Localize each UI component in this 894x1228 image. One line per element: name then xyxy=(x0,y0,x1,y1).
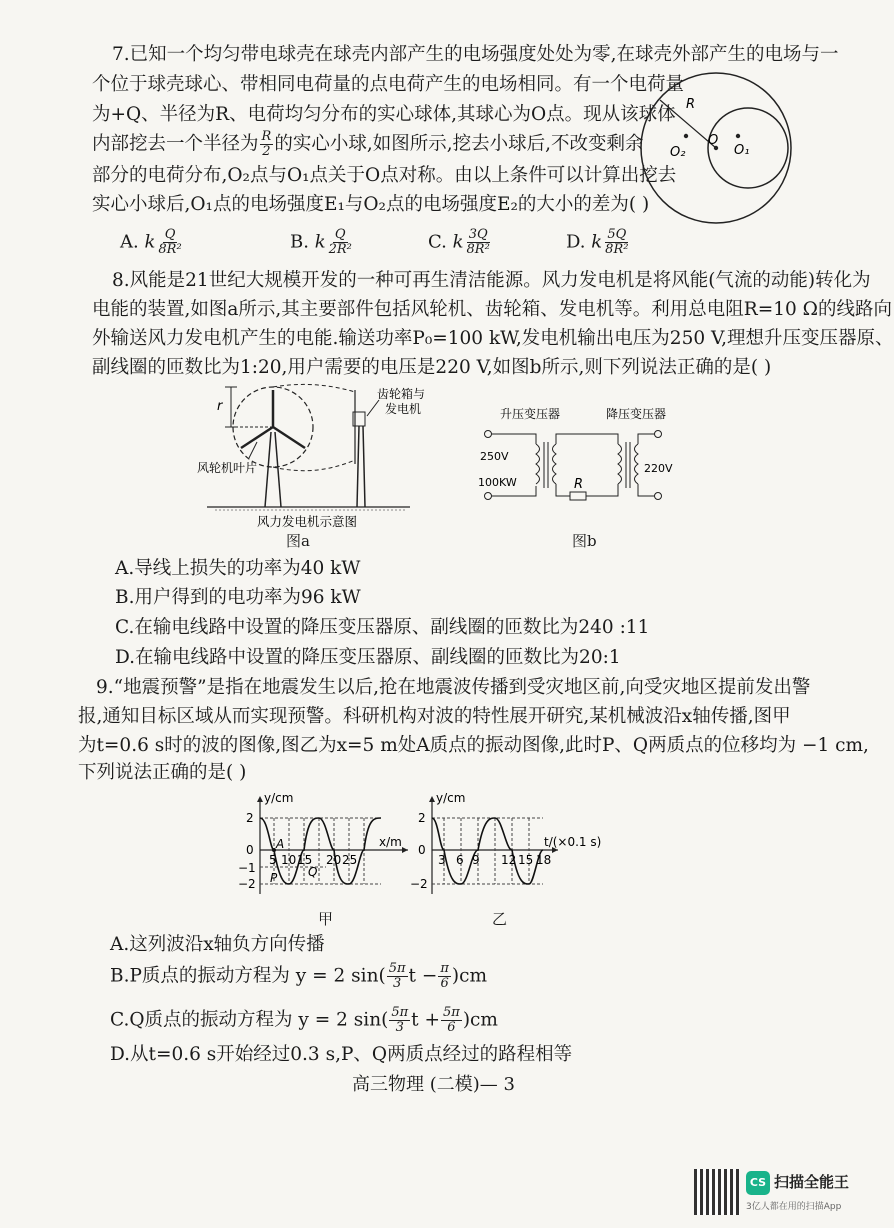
q7-line-4 xyxy=(92,130,643,159)
fig-a-title: 风力发电机示意图 xyxy=(257,514,358,529)
vibration-graph-yi xyxy=(408,790,638,905)
resistor-R-label: R xyxy=(574,477,584,492)
q8-option-c[interactable]: C.在输电线路中设置的降压变压器原、副线圈的匝数比为240 :11 xyxy=(115,617,650,638)
q7-line-6: 实心小球后,O₁点的电场强度E₁与O₂点的电场强度E₂的大小的差为( ) xyxy=(92,194,650,215)
scanner-app-name: 扫描全能王 xyxy=(774,1173,850,1191)
qr-code-icon xyxy=(694,1169,740,1215)
yi-ytick: −2 xyxy=(410,877,428,891)
q9-option-b[interactable]: B.P质点的振动方程为 y = 2 sin( $\frac{5\pi}{3}$ t − $\frac{\pi}{6}$ )cm xyxy=(110,961,488,991)
point-P-label: P xyxy=(270,871,278,885)
q9-line-1: 9.“地震预警”是指在地震发生以后,抢在地震波传播到受灾地区前,向受灾地区提前发出警 xyxy=(96,677,811,698)
yi-xtick: 6 xyxy=(456,853,464,867)
wind-turbine-figure xyxy=(197,382,455,542)
blade-label: 风轮机叶片 xyxy=(197,461,258,475)
label-O2: O₂ xyxy=(670,145,686,160)
q7-sphere-figure xyxy=(638,70,798,230)
yi-xtick: 12 xyxy=(501,853,517,867)
vibration-curve xyxy=(432,818,543,884)
q7-option-c[interactable]: C. k $\frac{3Q}{\text{8R²}}$ xyxy=(428,227,490,257)
jia-xtick: 15 xyxy=(297,853,313,867)
yi-ylabel: y/cm xyxy=(436,791,466,805)
q9-line-4: 下列说法正确的是( ) xyxy=(78,762,247,783)
label-R: R xyxy=(686,97,696,112)
q8-line-4: 副线圈的匝数比为1:20,用户需要的电压是220 V,如图b所示,则下列说法正确的是( ) xyxy=(92,357,772,378)
transmission-circuit-figure xyxy=(470,400,700,520)
fig-b-caption: 图b xyxy=(572,532,597,550)
step-up-label: 升压变压器 xyxy=(500,407,561,421)
q9-option-c[interactable]: C.Q质点的振动方程为 y = 2 sin( $\frac{5\pi}{3}$ t + $\frac{5\pi}{6}$ )cm xyxy=(110,1005,498,1035)
resistor xyxy=(570,492,586,500)
jia-xtick: 25 xyxy=(342,853,358,867)
q7-line-2: 个位于球壳球心、带相同电荷量的点电荷产生的电场相同。有一个电荷量 xyxy=(92,74,685,95)
generator-label: 发电机 xyxy=(385,402,422,416)
q7-line-4-text-a: 内部挖去一个半径为 xyxy=(92,133,259,155)
page-footer: 高三物理 (二模)— 3 xyxy=(352,1074,515,1095)
wave-curve xyxy=(260,818,381,884)
q8-line-3: 外输送风力发电机产生的电能.输送功率P₀=100 kW,发电机输出电压为250 V,理想升压变压器原、 xyxy=(92,328,894,349)
q9-option-d[interactable]: D.从t=0.6 s开始经过0.3 s,P、Q两质点经过的路程相等 xyxy=(110,1044,573,1065)
q7-radius-fraction: $\frac{R}{2}$ xyxy=(261,129,272,159)
q7-option-b[interactable]: B. k $\frac{Q}{\text{2R²}}$ xyxy=(290,227,352,257)
q7-option-d[interactable]: D. k $\frac{5Q}{\text{8R²}}$ xyxy=(566,227,629,257)
label-O1: O₁ xyxy=(734,143,750,158)
yi-xtick: 18 xyxy=(536,853,552,867)
fig-a-caption: 图a xyxy=(286,532,310,550)
jia-caption: 甲 xyxy=(318,910,334,928)
scanner-app-tagline: 3亿人都在用的扫描App xyxy=(746,1202,842,1212)
point-A-label: A xyxy=(276,837,285,851)
q9-line-3: 为t=0.6 s时的波的图像,图乙为x=5 m处A质点的振动图像,此时P、Q两质点的位移均为 −1 cm, xyxy=(78,735,869,756)
radius-r-label: r xyxy=(217,399,223,414)
jia-ytick: 2 xyxy=(246,811,254,825)
output-voltage-label: 220V xyxy=(644,462,673,475)
yi-ytick: 2 xyxy=(418,811,426,825)
q8-option-d[interactable]: D.在输电线路中设置的降压变压器原、副线圈的匝数比为20:1 xyxy=(115,647,621,668)
yi-xtick: 15 xyxy=(518,853,534,867)
q9-option-a[interactable]: A.这列波沿x轴负方向传播 xyxy=(110,934,325,955)
q7-line-4-text-b: 的实心小球,如图所示,挖去小球后,不改变剩余 xyxy=(274,133,644,155)
q8-option-b[interactable]: B.用户得到的电功率为96 kW xyxy=(115,587,361,608)
q7-option-a[interactable]: A. k $\frac{Q}{\text{8R²}}$ xyxy=(120,227,182,257)
label-O: O xyxy=(708,133,719,148)
q7-line-3: 为+Q、半径为R、电荷均匀分布的实心球体,其球心为O点。现从该球体 xyxy=(92,104,676,125)
q8-line-1: 8.风能是21世纪大规模开发的一种可再生清洁能源。风力发电机是将风能(气流的动能)转化为 xyxy=(112,270,871,291)
input-power-label: 100KW xyxy=(478,476,517,489)
cs-logo-icon: CS xyxy=(746,1171,770,1195)
q8-option-a[interactable]: A.导线上损失的功率为40 kW xyxy=(115,558,361,579)
q8-line-2: 电能的装置,如图a所示,其主要部件包括风轮机、齿轮箱、发电机等。利用总电阻R=10 Ω的线路向 xyxy=(92,299,892,320)
scanner-watermark xyxy=(688,1165,858,1220)
gearbox-label: 齿轮箱与 xyxy=(377,387,426,401)
yi-xtick: 9 xyxy=(472,853,480,867)
jia-ytick: −2 xyxy=(238,877,256,891)
point-Q-label: Q xyxy=(308,865,318,879)
yi-caption: 乙 xyxy=(492,910,508,928)
q7-line-5: 部分的电荷分布,O₂点与O₁点关于O点对称。由以上条件可以计算出挖去 xyxy=(92,165,677,186)
q7-line-1: 7.已知一个均匀带电球壳在球壳内部产生的电场强度处处为零,在球壳外部产生的电场与一 xyxy=(112,44,839,65)
wave-graph-jia xyxy=(236,790,416,905)
q9-line-2: 报,通知目标区域从而实现预警。科研机构对波的特性展开研究,某机械波沿x轴传播,图甲 xyxy=(78,706,791,727)
jia-ytick: 0 xyxy=(246,843,254,857)
jia-xtick: 20 xyxy=(326,853,342,867)
jia-xtick: 10 xyxy=(281,853,297,867)
yi-xtick: 3 xyxy=(438,853,446,867)
input-voltage-label: 250V xyxy=(480,450,509,463)
jia-ytick: −1 xyxy=(238,861,256,875)
jia-ylabel: y/cm xyxy=(264,791,294,805)
jia-xtick: 5 xyxy=(269,853,277,867)
yi-xlabel: t/(×0.1 s) xyxy=(544,835,602,849)
jia-xlabel: x/m xyxy=(379,835,402,849)
yi-ytick: 0 xyxy=(418,843,426,857)
step-down-label: 降压变压器 xyxy=(606,407,667,421)
